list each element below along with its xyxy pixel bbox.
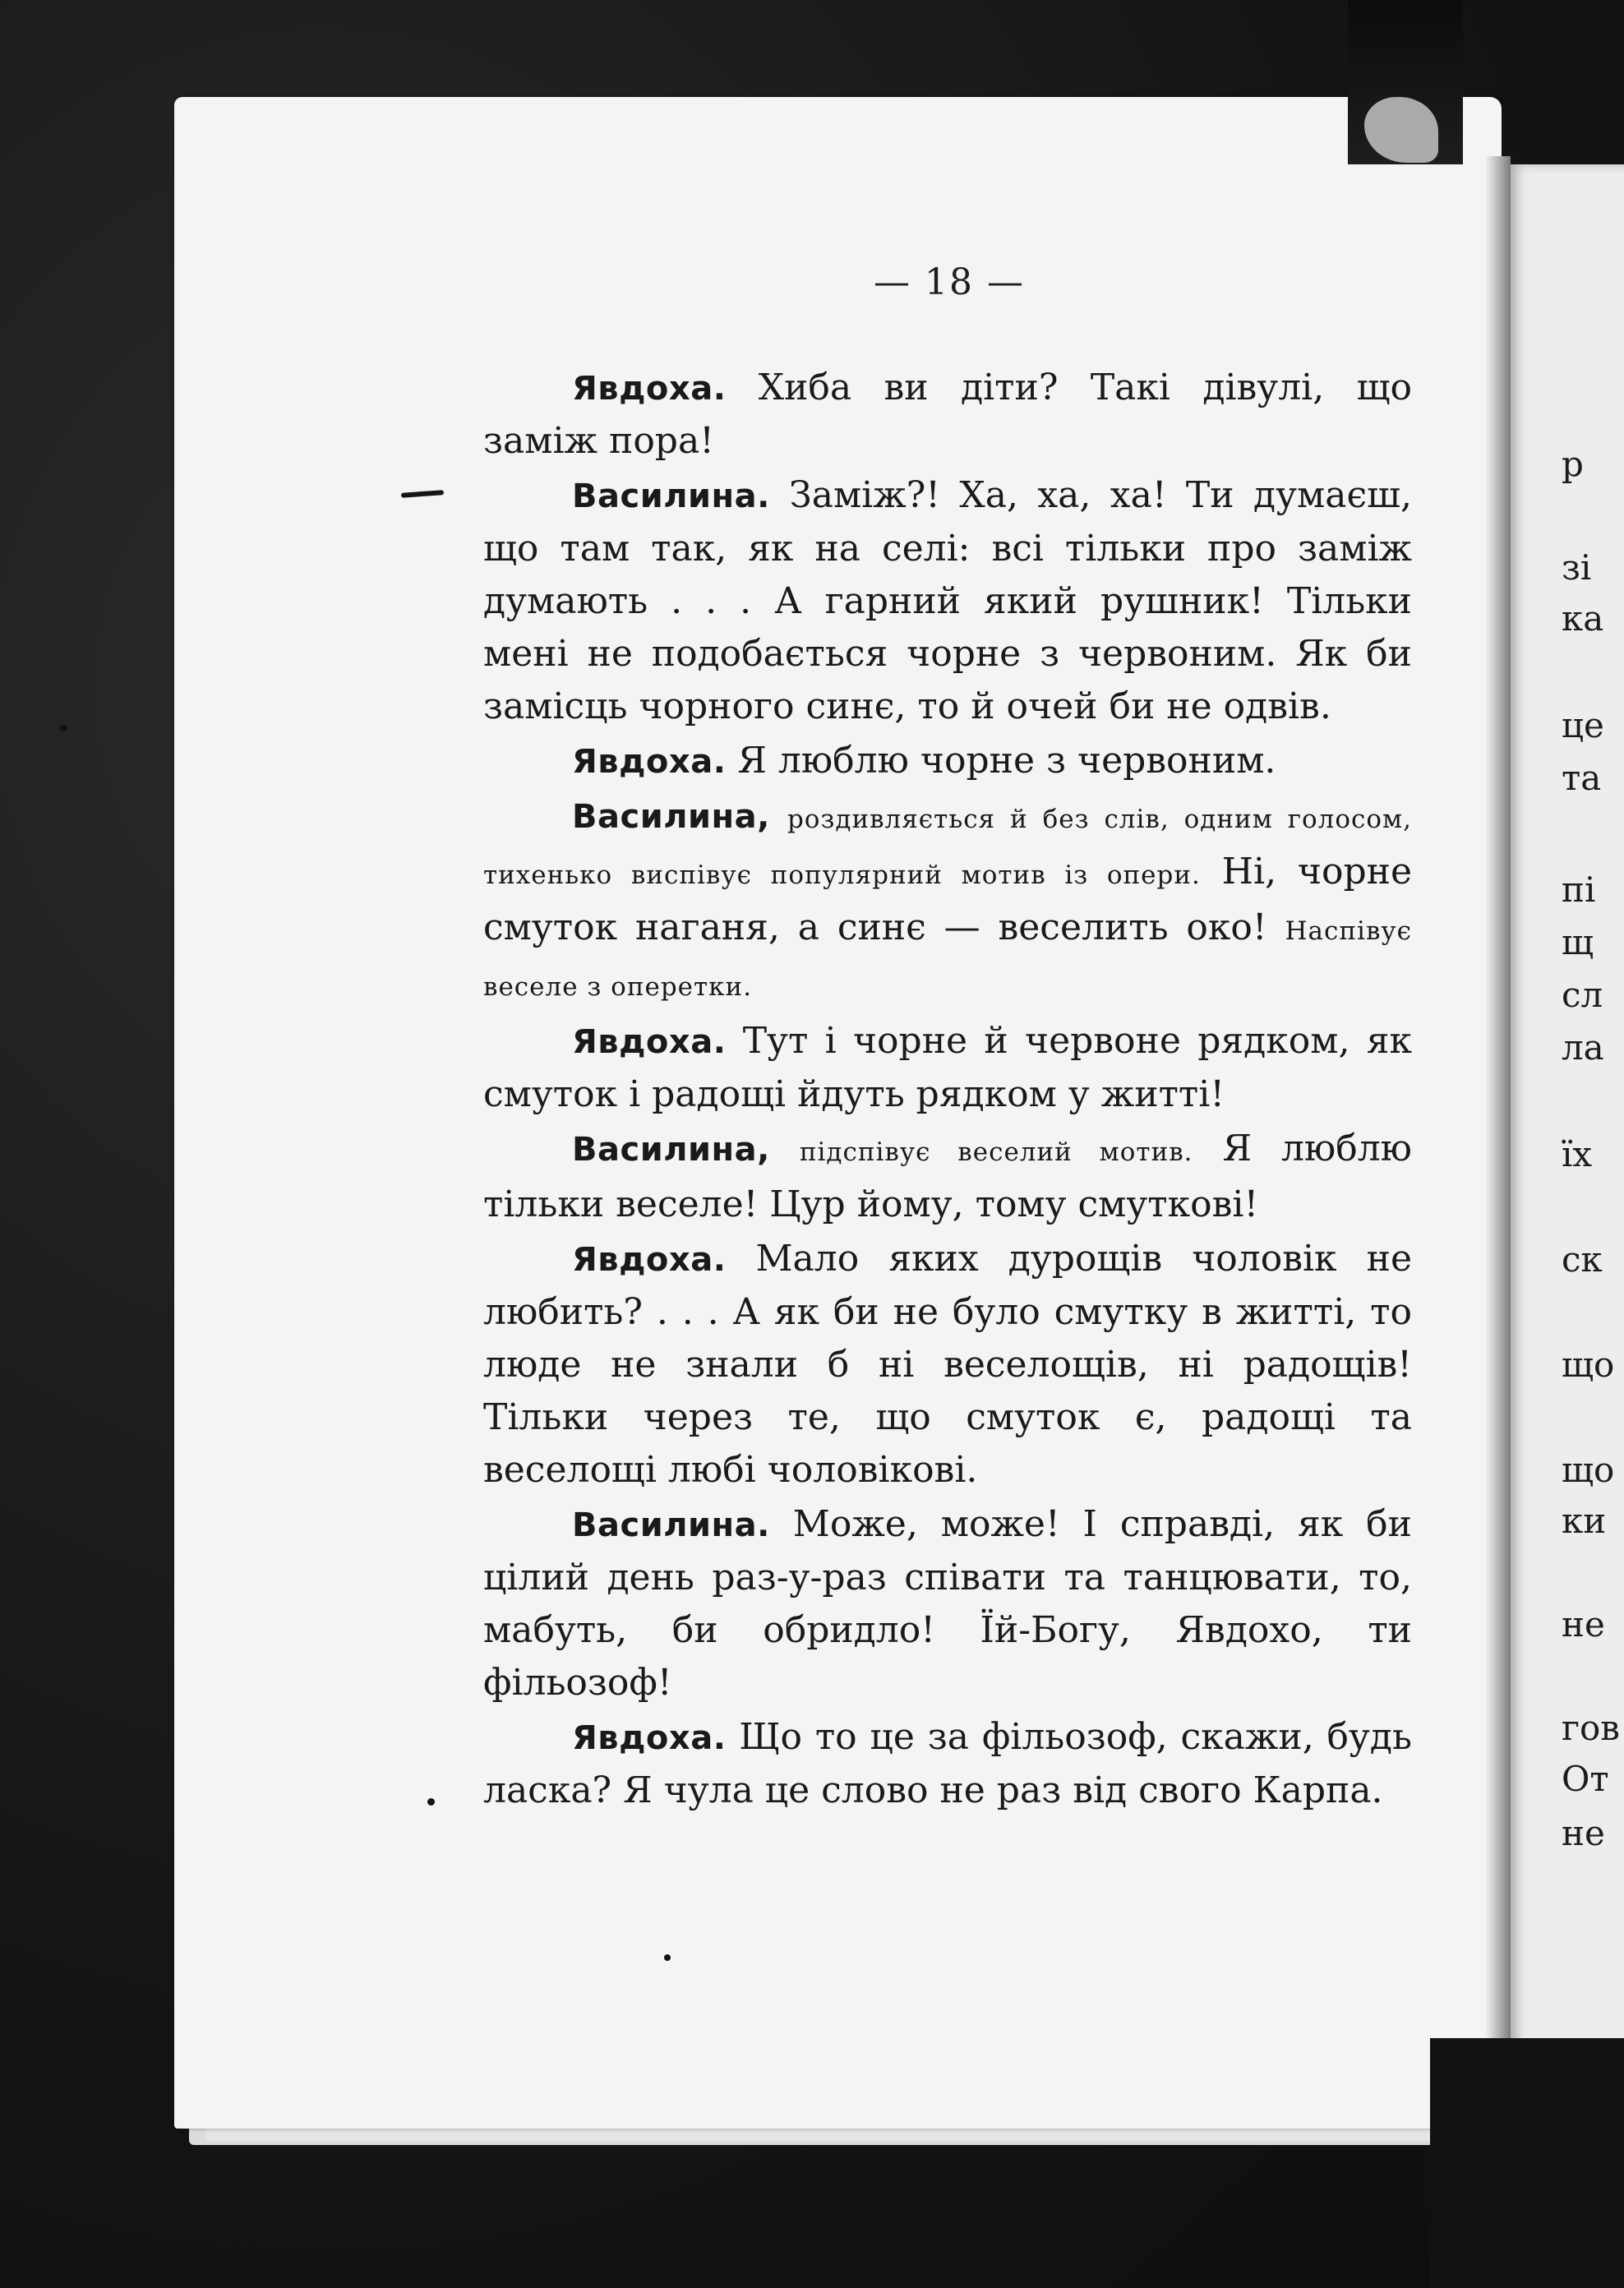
facing-page-fragment: От — [1562, 1759, 1609, 1799]
speaker-name: Василина, — [572, 1131, 770, 1169]
dialogue-paragraph — [483, 1015, 1412, 1121]
facing-page-fragment: ла — [1562, 1027, 1604, 1068]
facing-page-fragment: пі — [1562, 870, 1596, 910]
facing-page-fragment: не — [1562, 1604, 1605, 1644]
dialogue-paragraph — [483, 1123, 1412, 1231]
facing-page-fragment: ки — [1562, 1501, 1607, 1541]
facing-page-fragment: не — [1562, 1813, 1605, 1853]
dialogue-paragraph — [483, 790, 1412, 1013]
facing-page-fragment: р — [1562, 444, 1584, 484]
speaker-name: Явдоха. — [572, 370, 727, 408]
facing-page-fragment: що — [1562, 1450, 1615, 1490]
speaker-name: Явдоха. — [572, 1023, 727, 1061]
dialogue-line: Може, може! І справді, як би цілий день раз-у-раз співати та танцювати, то, мабуть, би обридло! Їй-Богу, Явдохо, ти фільозоф! — [483, 1503, 1412, 1704]
stage-direction: підспівує веселий мотив. — [799, 1137, 1193, 1167]
page-number: — 18 — — [874, 261, 1025, 303]
facing-page-fragment: щ — [1562, 922, 1594, 962]
dialogue-line: Я люблю чорне з червоним. — [737, 740, 1276, 782]
page-text — [483, 362, 1412, 1819]
dialogue-line: Заміж?! Ха, ха, ха! Ти думаєш, що там так, як на селі: всі тільки про заміж думають . . . А гарний який рушник! Тільки мені не подобається чорне з червоним. Як би замісць чорного синє, то й очей би не одвів. — [483, 474, 1412, 727]
facing-page-fragment: це — [1562, 705, 1604, 745]
dialogue-line: Що то це за фільозоф, скажи, будь ласка? Я чула це слово не раз від свого Карпа. — [483, 1716, 1412, 1811]
facing-page-fragment: зі — [1562, 547, 1592, 588]
speaker-name: Явдоха. — [572, 1241, 727, 1279]
dialogue-line: Я люблю тільки веселе! Цур йому, тому смуткові! — [483, 1128, 1412, 1225]
dialogue-paragraph — [483, 1498, 1412, 1709]
facing-page-fragment: ск — [1562, 1239, 1603, 1280]
stage-direction: роздивляється й без слів, одним голосом, тихенько виспівує популярний мотив із опери. — [483, 805, 1412, 890]
dialogue-paragraph — [483, 1711, 1412, 1817]
binding-clip-bottom — [1430, 2038, 1624, 2288]
dialogue-line: Хиба ви діти? Такі дівулі, що заміж пора! — [483, 367, 1412, 462]
stage-direction: Наспівує веселе з оперетки. — [483, 916, 1412, 1002]
scan-speck — [427, 1798, 435, 1806]
speaker-name: Явдоха. — [572, 1719, 727, 1757]
facing-page-fragment: сл — [1562, 975, 1603, 1015]
page-gutter — [1486, 156, 1511, 2145]
dialogue-line: Тут і чорне й червоне рядком, як смуток і радощі йдуть рядком у житті! — [483, 1020, 1412, 1115]
facing-page-fragment: та — [1562, 758, 1602, 798]
speaker-name: Василина. — [572, 1506, 770, 1544]
speaker-name: Василина. — [572, 477, 770, 515]
dialogue-paragraph — [483, 735, 1412, 788]
speaker-name: Василина, — [572, 798, 770, 836]
scan-speck — [59, 725, 67, 731]
dialogue-paragraph — [483, 1233, 1412, 1497]
dialogue-line: Мало яких дурощів чоловік не любить? . . . А як би не було смутку в житті, то люде не знали б ні веселощів, ні радощів! Тільки через те, що смуток є, радощі та веселощі любі чоловікові. — [483, 1238, 1412, 1491]
facing-page-fragment: гов — [1562, 1708, 1620, 1748]
dialogue-line: Ні, чорне смуток наганя, а синє — веселить око! — [483, 851, 1412, 948]
facing-page-fragment: ка — [1562, 598, 1604, 639]
dialogue-paragraph — [483, 469, 1412, 733]
facing-page-fragment: що — [1562, 1345, 1615, 1385]
dialogue-paragraph — [483, 362, 1412, 468]
scan-speck — [664, 1954, 671, 1961]
speaker-name: Явдоха. — [572, 743, 727, 781]
facing-page-fragment: їх — [1562, 1134, 1593, 1174]
